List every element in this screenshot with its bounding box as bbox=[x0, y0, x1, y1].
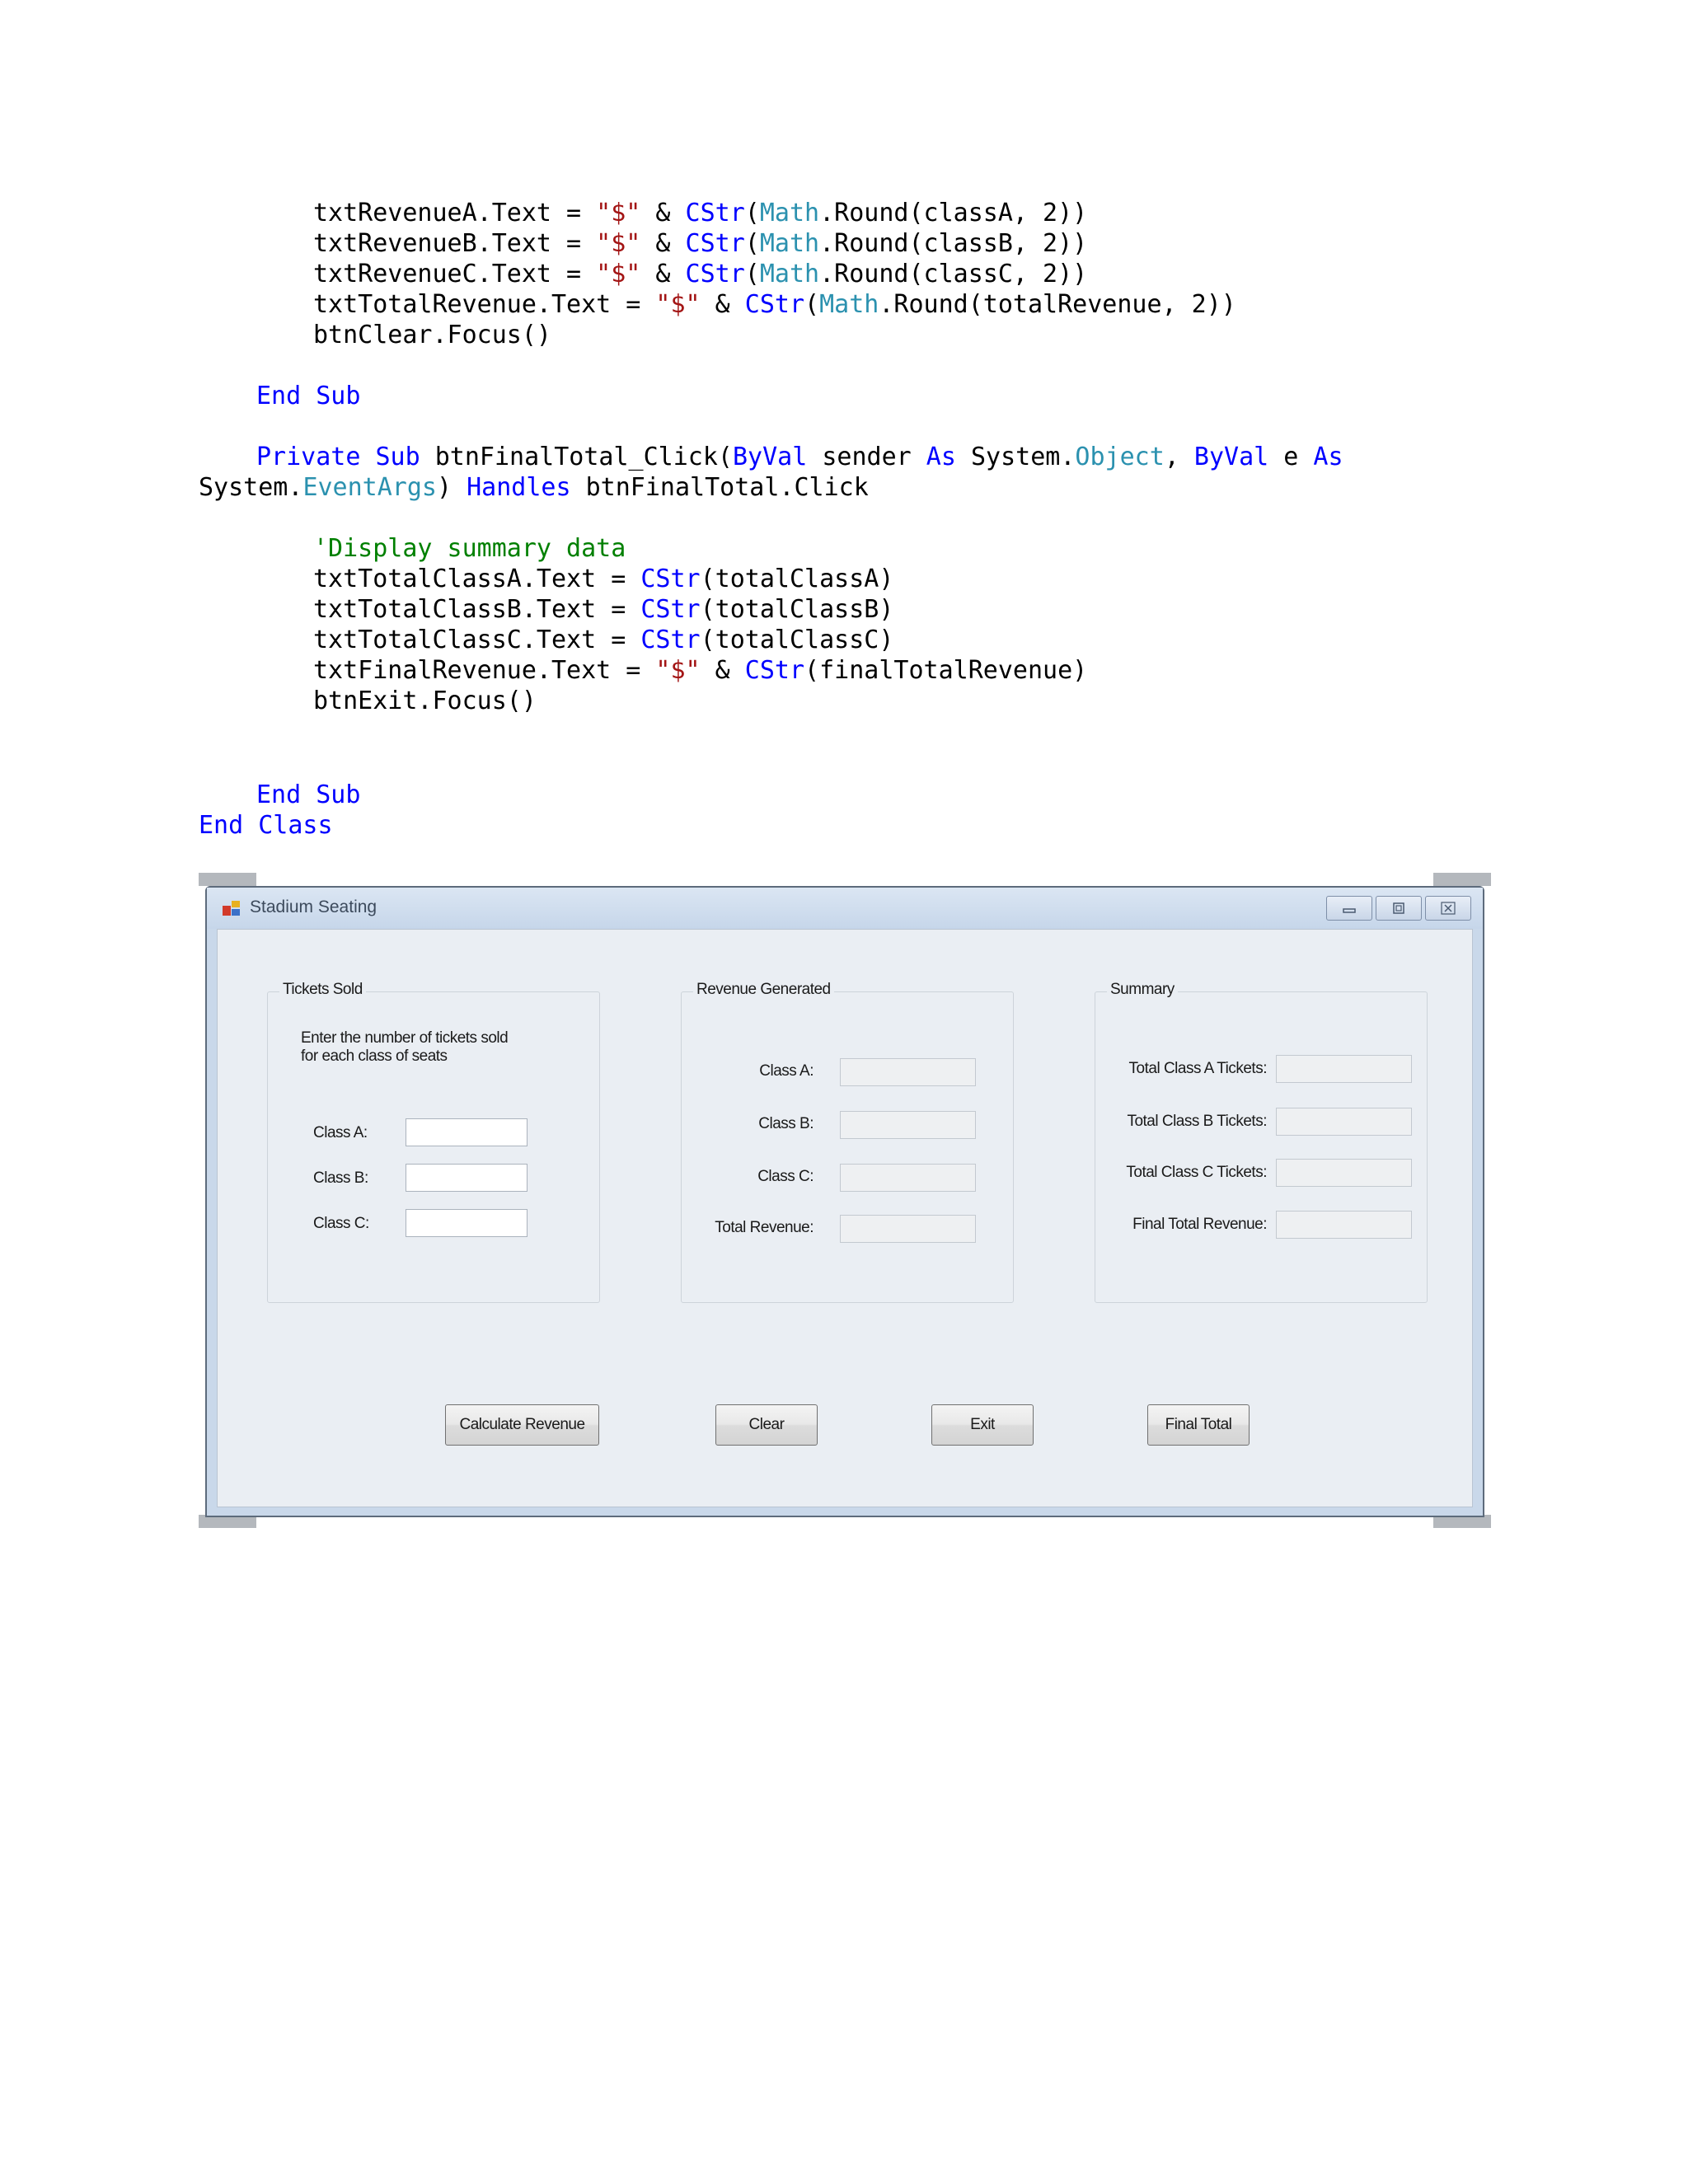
tickets-class-c-label: Class C: bbox=[313, 1215, 369, 1232]
form-client-area bbox=[217, 929, 1473, 1507]
total-revenue-output bbox=[840, 1215, 976, 1243]
final-revenue-label: Final Total Revenue: bbox=[1132, 1216, 1267, 1233]
tickets-class-b-label: Class B: bbox=[313, 1169, 368, 1187]
exit-button[interactable]: Exit bbox=[931, 1404, 1034, 1446]
total-class-a-label: Total Class A Tickets: bbox=[1128, 1060, 1267, 1077]
tickets-sold-group bbox=[267, 981, 600, 1303]
form-screenshot bbox=[199, 873, 1491, 1528]
window-controls bbox=[1326, 896, 1471, 921]
code-line-revenue-b: txtRevenueB.Text = "$" & CStr(Math.Round(classB, 2)) bbox=[313, 229, 1088, 258]
code-line-clear-focus: btnClear.Focus() bbox=[313, 321, 551, 349]
code-line-end-sub-1: End Sub bbox=[256, 382, 361, 410]
revenue-class-c-label: Class C: bbox=[757, 1168, 814, 1185]
total-class-b-label: Total Class B Tickets: bbox=[1127, 1113, 1267, 1130]
summary-group bbox=[1095, 981, 1428, 1303]
code-line-sub-declaration: Private Sub btnFinalTotal_Click(ByVal sender As System.Object, ByVal e As bbox=[256, 443, 1343, 471]
total-class-b-output bbox=[1276, 1108, 1412, 1136]
tickets-class-a-input[interactable] bbox=[406, 1118, 528, 1146]
code-line-final-revenue: txtFinalRevenue.Text = "$" & CStr(finalTotalRevenue) bbox=[313, 656, 1088, 685]
code-line-total-class-a: txtTotalClassA.Text = CStr(totalClassA) bbox=[313, 565, 894, 593]
total-class-a-output bbox=[1276, 1055, 1412, 1083]
revenue-generated-title: Revenue Generated bbox=[693, 981, 834, 999]
close-icon bbox=[1440, 902, 1456, 915]
revenue-class-b-output bbox=[840, 1111, 976, 1139]
total-class-c-output bbox=[1276, 1159, 1412, 1187]
revenue-class-b-label: Class B: bbox=[758, 1115, 814, 1132]
window-title: Stadium Seating bbox=[250, 898, 377, 916]
maximize-icon bbox=[1390, 902, 1407, 915]
maximize-button[interactable] bbox=[1376, 896, 1422, 921]
tickets-class-c-input[interactable] bbox=[406, 1209, 528, 1237]
code-line-total-class-c: txtTotalClassC.Text = CStr(totalClassC) bbox=[313, 626, 894, 654]
tickets-instructions-line1: Enter the number of tickets sold bbox=[301, 1029, 509, 1047]
tickets-instructions-line2: for each class of seats bbox=[301, 1047, 448, 1065]
code-line-end-class: End Class bbox=[199, 811, 333, 840]
code-line-exit-focus: btnExit.Focus() bbox=[313, 687, 537, 715]
code-line-comment: 'Display summary data bbox=[313, 534, 626, 563]
final-total-button[interactable]: Final Total bbox=[1147, 1404, 1250, 1446]
revenue-generated-group bbox=[681, 981, 1014, 1303]
stadium-seating-window bbox=[205, 886, 1484, 1517]
summary-title: Summary bbox=[1107, 981, 1178, 999]
clear-button[interactable]: Clear bbox=[715, 1404, 818, 1446]
close-button[interactable] bbox=[1425, 896, 1471, 921]
revenue-class-a-label: Class A: bbox=[759, 1062, 814, 1080]
tickets-sold-title: Tickets Sold bbox=[279, 981, 366, 999]
stadium-app-icon bbox=[222, 899, 241, 917]
tickets-class-b-input[interactable] bbox=[406, 1164, 528, 1192]
code-line-end-sub-2: End Sub bbox=[256, 780, 361, 809]
tickets-class-a-label: Class A: bbox=[313, 1124, 368, 1141]
final-revenue-output bbox=[1276, 1211, 1412, 1239]
total-revenue-label: Total Revenue: bbox=[715, 1219, 814, 1236]
total-class-c-label: Total Class C Tickets: bbox=[1126, 1164, 1267, 1181]
title-bar[interactable] bbox=[207, 888, 1483, 929]
code-line-total-class-b: txtTotalClassB.Text = CStr(totalClassB) bbox=[313, 595, 894, 624]
code-line-total-revenue: txtTotalRevenue.Text = "$" & CStr(Math.Round(totalRevenue, 2)) bbox=[313, 290, 1236, 319]
revenue-class-a-output bbox=[840, 1058, 976, 1086]
minimize-button[interactable] bbox=[1326, 896, 1372, 921]
code-line-sub-declaration-cont: System.EventArgs) Handles btnFinalTotal.Click bbox=[199, 473, 869, 502]
minimize-icon bbox=[1341, 902, 1357, 914]
code-line-revenue-c: txtRevenueC.Text = "$" & CStr(Math.Round(classC, 2)) bbox=[313, 260, 1088, 288]
revenue-class-c-output bbox=[840, 1164, 976, 1192]
code-line-revenue-a: txtRevenueA.Text = "$" & CStr(Math.Round(classA, 2)) bbox=[313, 199, 1088, 227]
calculate-revenue-button[interactable]: Calculate Revenue bbox=[445, 1404, 599, 1446]
